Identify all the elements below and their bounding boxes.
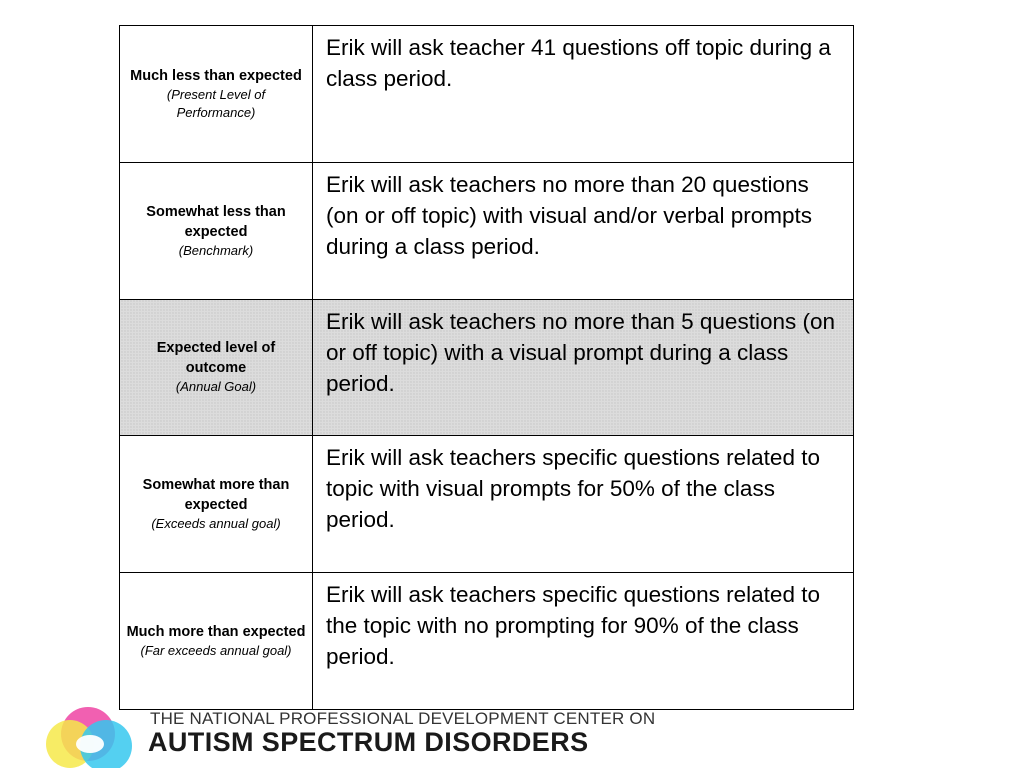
- level-sublabel: (Exceeds annual goal): [151, 516, 281, 532]
- goal-description: Erik will ask teachers no more than 20 questions (on or off topic) with visual and/or verbal prompts during a class period.: [313, 162, 854, 299]
- level-sublabel: (Far exceeds annual goal): [140, 643, 292, 659]
- level-label: Much less than expected: [130, 67, 302, 84]
- table-row: [120, 162, 854, 299]
- level-sublabel: (Present Level of Performance): [166, 86, 266, 120]
- level-label: Somewhat less than expected: [146, 203, 286, 240]
- level-cell: [120, 162, 313, 299]
- level-cell: [120, 436, 313, 573]
- level-label: Somewhat more than expected: [142, 477, 290, 514]
- level-cell: [120, 299, 313, 436]
- goal-description: Erik will ask teachers specific questions related to topic with visual prompts for 50% of the class period.: [313, 436, 854, 573]
- goal-description: Erik will ask teachers no more than 5 questions (on or off topic) with a visual prompt during a class period.: [313, 299, 854, 436]
- table-row-highlighted: [120, 299, 854, 436]
- level-label: Expected level of outcome: [156, 340, 276, 377]
- org-name-line2: AUTISM SPECTRUM DISORDERS: [148, 727, 589, 757]
- table-row: [120, 573, 854, 710]
- goal-attainment-table: [119, 25, 854, 710]
- goal-description: Erik will ask teachers specific questions related to the topic with no prompting for 90% of the class period.: [313, 573, 854, 710]
- overlapping-circles-logo-icon: [40, 694, 140, 768]
- level-cell: [120, 573, 313, 710]
- table-row: [120, 26, 854, 163]
- level-sublabel: (Annual Goal): [175, 379, 257, 395]
- level-label: Much more than expected: [126, 624, 306, 641]
- org-name-line1: THE NATIONAL PROFESSIONAL DEVELOPMENT CENTER ON: [150, 709, 656, 728]
- level-sublabel: (Benchmark): [178, 242, 254, 258]
- goal-description: Erik will ask teacher 41 questions off topic during a class period.: [313, 26, 854, 163]
- table-row: [120, 436, 854, 573]
- level-cell: [120, 26, 313, 163]
